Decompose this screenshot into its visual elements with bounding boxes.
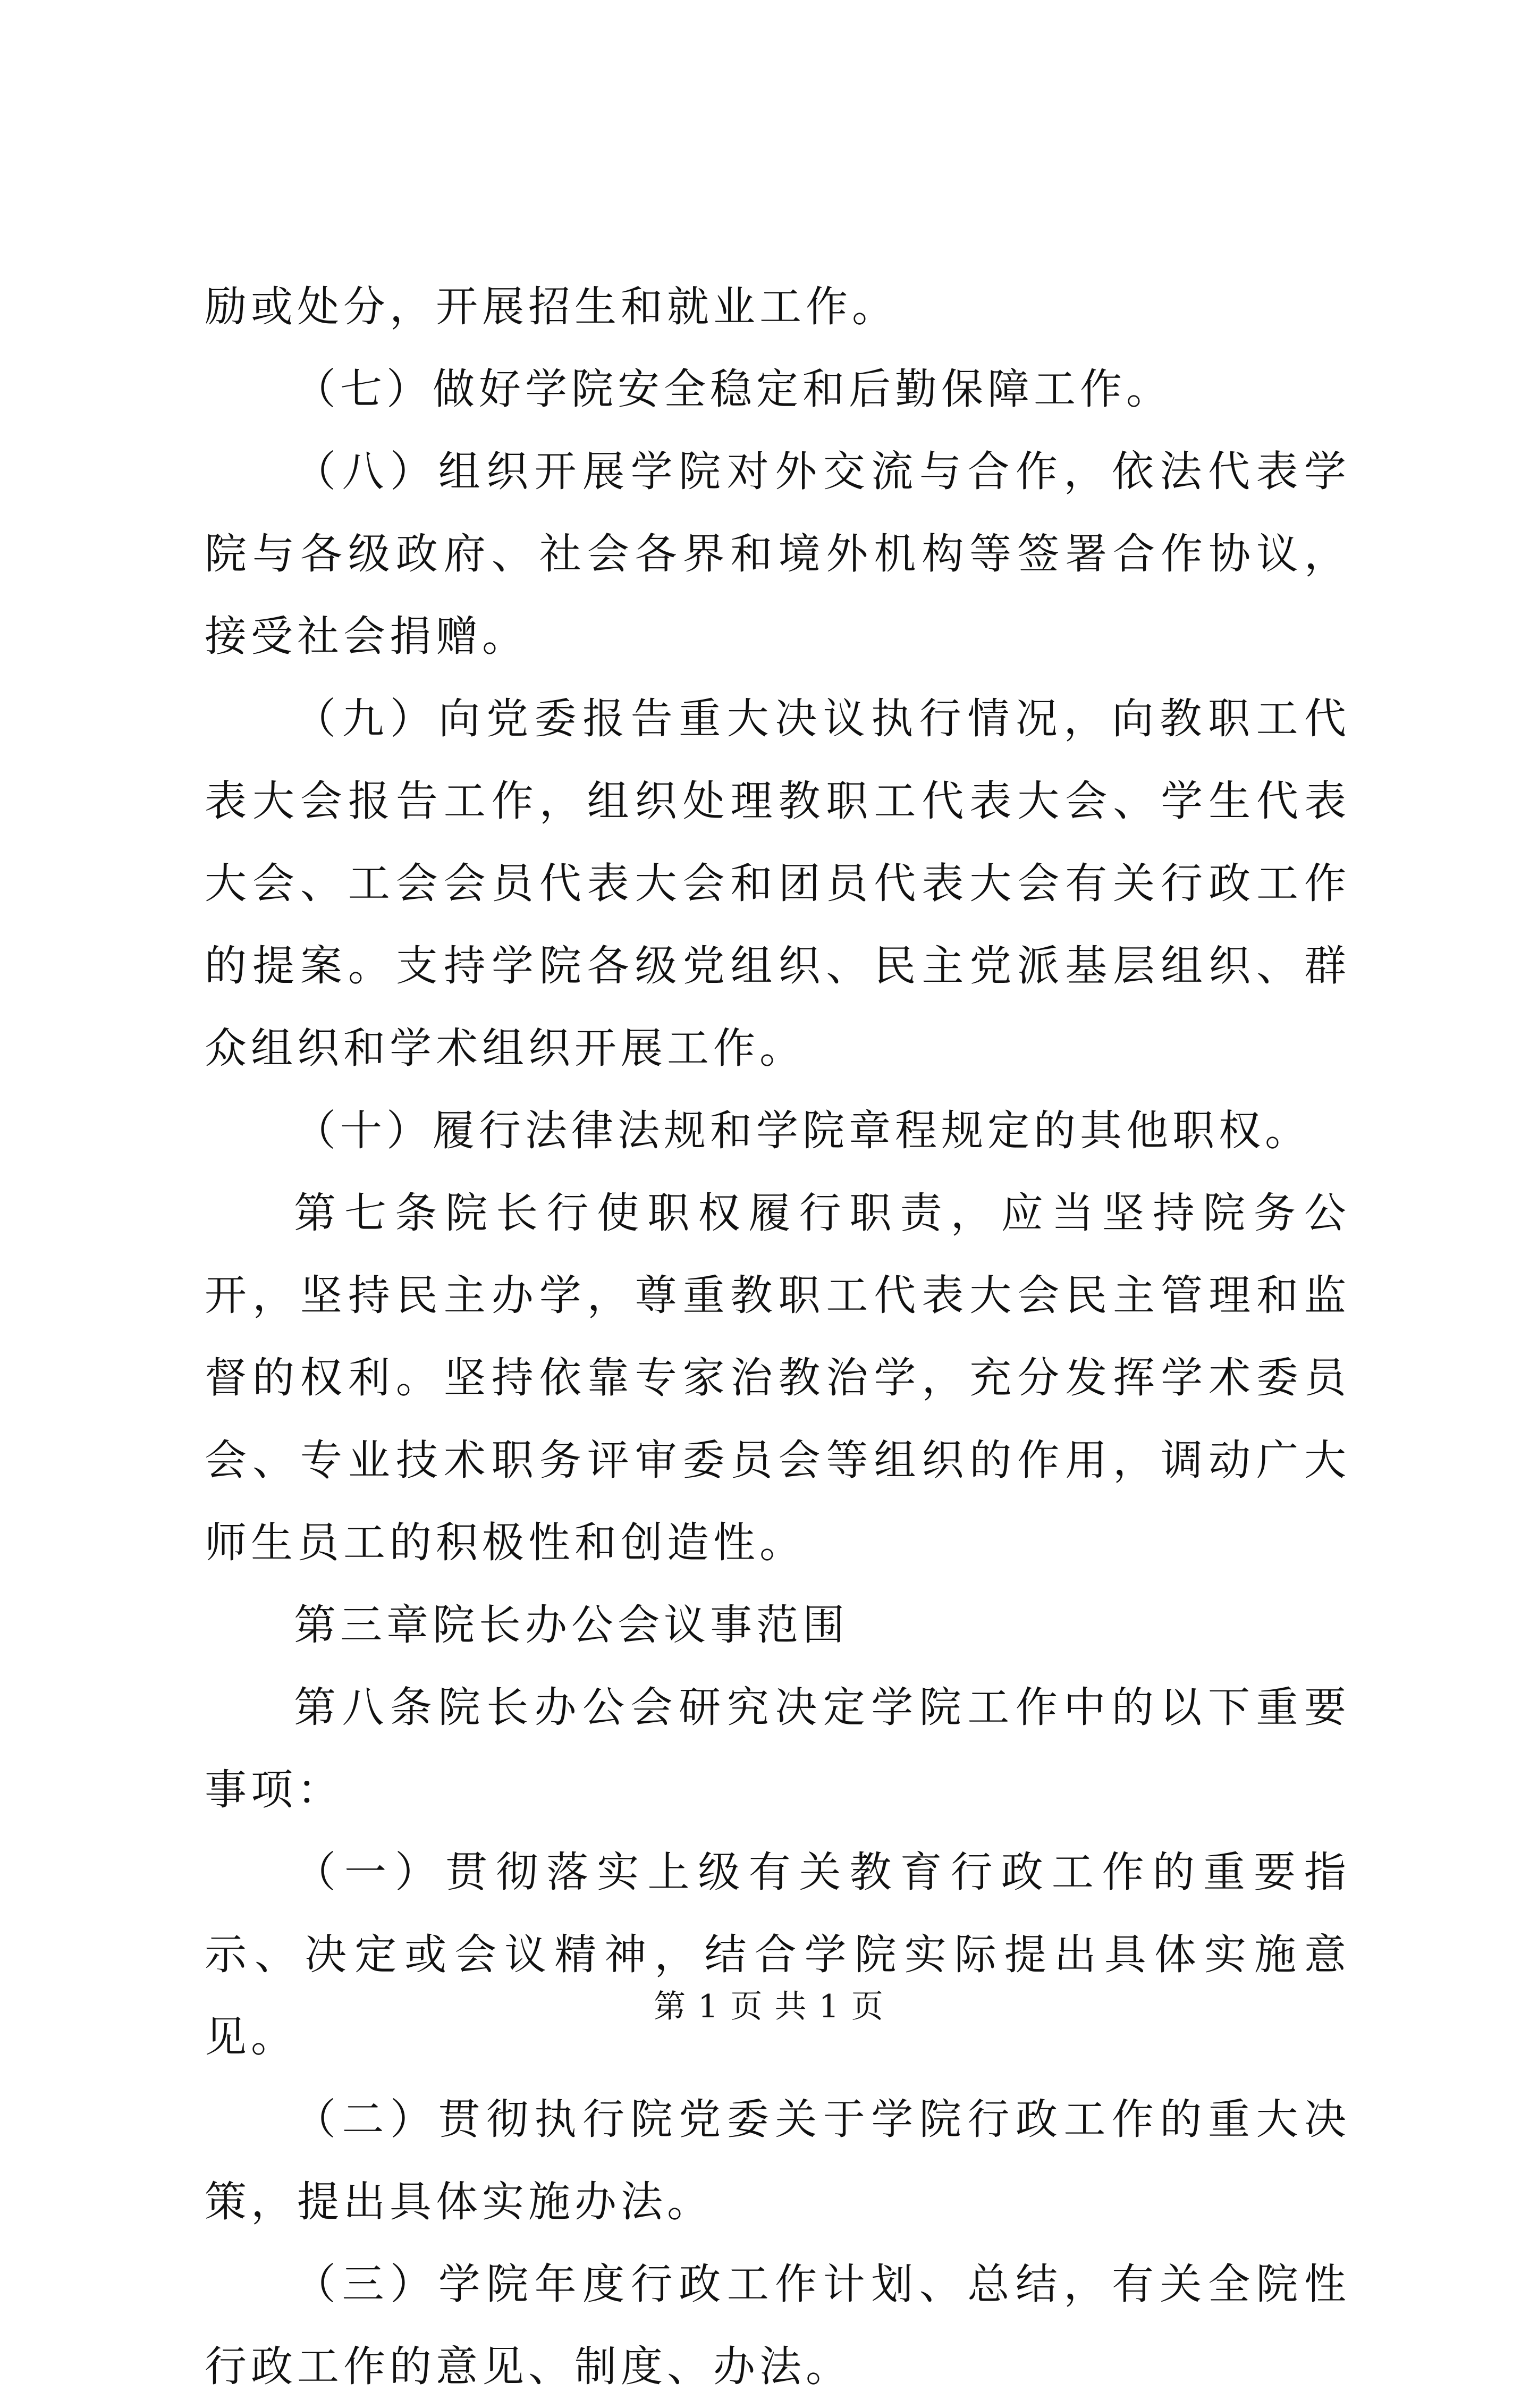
paragraph-item-7: （七）做好学院安全稳定和后勤保障工作。	[294, 365, 1172, 414]
paragraph-item-10: （十）履行法律法规和学院章程规定的其他职权。	[294, 1106, 1311, 1155]
paragraph-article-7: 第七条院长行使职权履行职责，应当坚持院务公开，坚持民主办学，尊重教职工代表大会民主管理和监督的权利。坚持依靠专家治教治学，充分发挥学术委员会、专业技术职务评审委员会等组织的作用，调动广大师生员工的积极性和创造性。	[205, 1189, 1350, 1567]
paragraph-item-2: （二）贯彻执行院党委关于学院行政工作的重大决策，提出具体实施办法。	[205, 2095, 1350, 2226]
paragraph-item-1: （一）贯彻落实上级有关教育行政工作的重要指示、决定或会议精神，结合学院实际提出具体实施意见。	[205, 1848, 1350, 2061]
paragraph-continuation: 励或处分，开展招生和就业工作。	[205, 282, 898, 331]
paragraph-item-3: （三）学院年度行政工作计划、总结，有关全院性行政工作的意见、制度、办法。	[205, 2260, 1350, 2391]
paragraph-item-8: （八）组织开展学院对外交流与合作，依法代表学院与各级政府、社会各界和境外机构等签署合作协议，接受社会捐赠。	[205, 447, 1350, 661]
paragraph-article-8: 第八条院长办公会研究决定学院工作中的以下重要事项：	[205, 1683, 1350, 1814]
document-body	[205, 266, 1350, 2408]
chapter-heading-3: 第三章院长办公会议事范围	[294, 1601, 849, 1649]
paragraph-item-9: （九）向党委报告重大决议执行情况，向教职工代表大会报告工作，组织处理教职工代表大会、学生代表大会、工会会员代表大会和团员代表大会有关行政工作的提案。支持学院各级党组织、民主党派基层组织、群众组织和学术组织开展工作。	[205, 694, 1350, 1073]
page-footer: 第 1 页 共 1 页	[654, 1988, 884, 2025]
